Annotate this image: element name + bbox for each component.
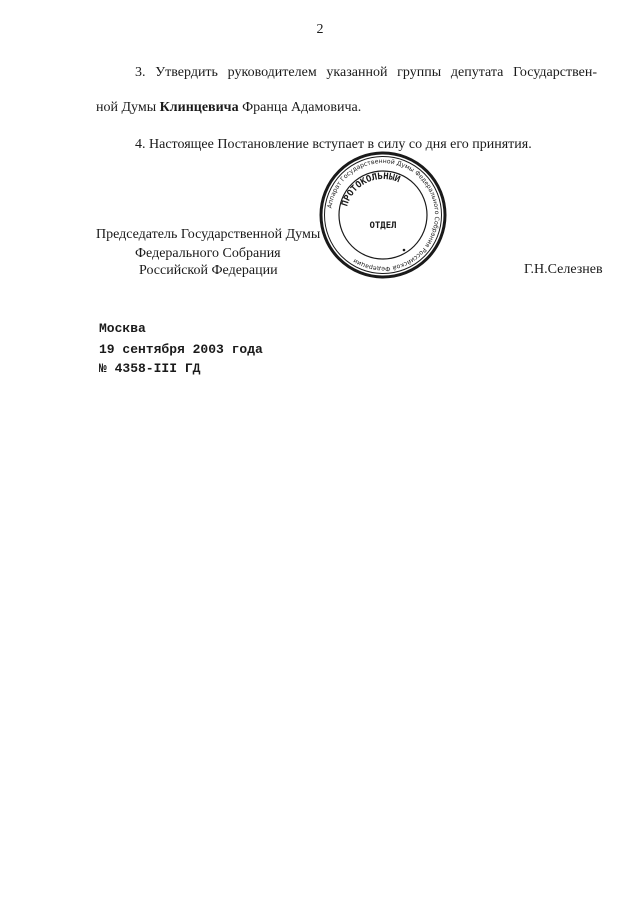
item-3-line-2: [96, 99, 361, 117]
signatory-name: Г.Н.Селезнев: [524, 262, 603, 277]
issue-date: 19 сентября 2003 года: [99, 342, 263, 357]
page-number: 2: [316, 22, 324, 37]
official-stamp: [318, 150, 448, 280]
signatory-position-line-3: Российской Федерации: [139, 263, 278, 278]
item-4: 4. Настоящее Постановление вступает в силу со дня его принятия.: [135, 137, 532, 152]
deputy-surname: Клинцевича: [159, 100, 239, 115]
stamp-inner-bottom-text: ОТДЕЛ: [369, 221, 397, 231]
issue-city: Москва: [99, 321, 146, 336]
stamp-outer-text: Аппарат Государственной Думы Федерального Собрания Российской Федерации: [326, 157, 441, 273]
item-3-prefix: ной Думы: [96, 100, 160, 115]
item-3-line-1: 3. Утвердить руководителем указанной группы депутата Государствен-: [135, 65, 597, 80]
signatory-position-line-2: Федерального Собрания: [135, 246, 281, 261]
stamp-inner-top-text: ПРОТОКОЛЬНЫЙ: [340, 171, 402, 208]
deputy-given-names: Франца Адамовича.: [238, 100, 362, 115]
signatory-position-line-1: Председатель Государственной Думы: [96, 227, 321, 242]
issue-number: № 4358-III ГД: [99, 361, 201, 376]
